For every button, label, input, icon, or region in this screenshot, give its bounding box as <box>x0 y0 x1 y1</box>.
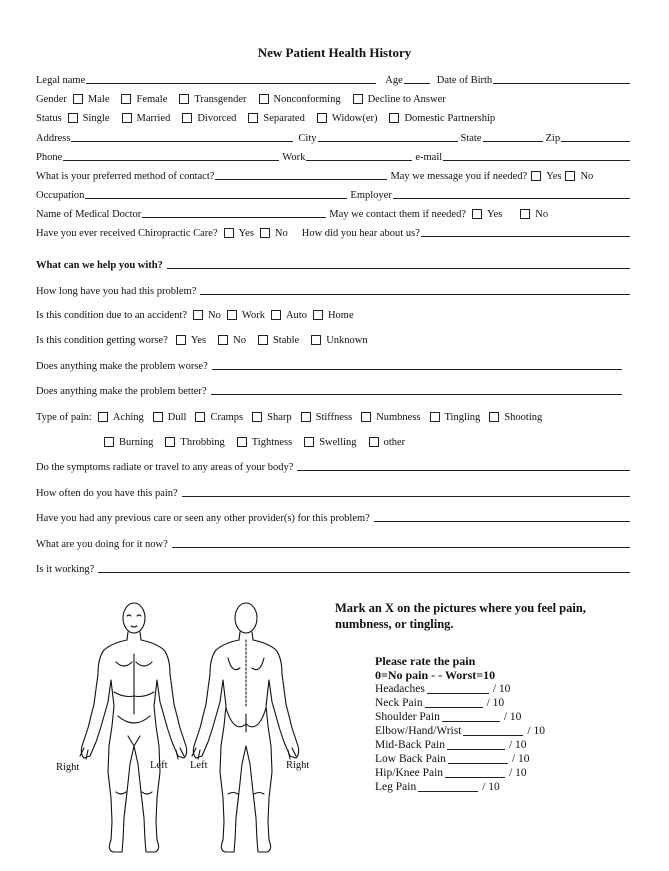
address-label: Address <box>36 133 71 144</box>
pain-tightness-checkbox[interactable] <box>237 437 247 447</box>
contact-doctor-no-checkbox[interactable] <box>520 209 530 219</box>
work-field[interactable] <box>306 150 412 161</box>
rating-item <box>375 696 545 710</box>
rating-suffix: / 10 <box>503 711 522 723</box>
accident-option: Auto <box>285 310 307 321</box>
rating-item <box>375 724 545 738</box>
rating-label: Leg Pain <box>375 781 417 793</box>
pain-option: Shooting <box>504 412 543 423</box>
email-field[interactable] <box>443 150 630 161</box>
occupation-label: Occupation <box>36 190 85 201</box>
status-option: Widow(er) <box>331 113 378 124</box>
message-yes-checkbox[interactable] <box>531 171 541 181</box>
pain-option: Throbbing <box>180 437 225 448</box>
message-question: May we message you if needed? <box>390 171 528 182</box>
no-label: No <box>535 209 549 220</box>
pain-option: Sharp <box>267 412 292 423</box>
row-help <box>36 255 632 271</box>
status-domestic-partnership-checkbox[interactable] <box>389 113 399 123</box>
rating-label: Elbow/Hand/Wrist <box>375 725 462 737</box>
work-label: Work <box>282 152 306 163</box>
status-separated-checkbox[interactable] <box>248 113 258 123</box>
row-doing-now <box>36 534 632 550</box>
body-diagram-back[interactable] <box>190 596 302 860</box>
rating-label: Shoulder Pain <box>375 711 440 723</box>
dob-field[interactable] <box>493 73 630 84</box>
rating-field-neck[interactable] <box>425 697 483 708</box>
rating-label: Neck Pain <box>375 697 423 709</box>
rating-item <box>375 766 545 780</box>
row-occupation <box>36 185 632 201</box>
hear-question: How did you hear about us? <box>301 228 420 239</box>
yes-label: Yes <box>546 171 562 182</box>
gender-transgender-checkbox[interactable] <box>179 94 189 104</box>
status-option: Separated <box>263 113 305 124</box>
front-left-label: Left <box>150 760 168 771</box>
phone-label: Phone <box>36 152 63 163</box>
worse-option: Stable <box>272 335 300 346</box>
previous-question: Have you had any previous care or seen any other provider(s) for this problem? <box>36 513 370 524</box>
worse-question: Is this condition getting worse? <box>36 335 168 346</box>
pain-other-checkbox[interactable] <box>369 437 379 447</box>
pain-option: Tingling <box>444 412 481 423</box>
doctor-label: Name of Medical Doctor <box>36 209 142 220</box>
row-accident <box>36 305 632 321</box>
row-legal-name <box>36 70 632 86</box>
contact-doctor-question: May we contact them if needed? <box>329 209 466 220</box>
working-question: Is it working? <box>36 564 95 575</box>
body-diagram-front[interactable] <box>78 596 190 860</box>
rating-field-elbow[interactable] <box>463 725 523 736</box>
city-field[interactable] <box>318 131 458 142</box>
gender-male-checkbox[interactable] <box>73 94 83 104</box>
legal-name-label: Legal name <box>36 75 86 86</box>
pain-option: Tightness <box>251 437 293 448</box>
row-radiate <box>36 457 632 473</box>
gender-nonconforming-checkbox[interactable] <box>259 94 269 104</box>
rating-suffix: / 10 <box>511 753 530 765</box>
rating-title: Please rate the pain <box>375 654 476 668</box>
pain-option: Numbness <box>376 412 421 423</box>
row-previous <box>36 508 632 524</box>
rating-suffix: / 10 <box>508 739 527 751</box>
accident-option: Home <box>327 310 354 321</box>
accident-work-checkbox[interactable] <box>227 310 237 320</box>
pain-shooting-checkbox[interactable] <box>489 412 499 422</box>
row-anything-better <box>36 381 624 397</box>
rating-heading <box>375 654 495 682</box>
rating-field-shoulder[interactable] <box>442 711 500 722</box>
doctor-field[interactable] <box>142 207 326 218</box>
row-pain-type-2 <box>104 432 624 448</box>
anything-better-field[interactable] <box>211 384 622 395</box>
row-working <box>36 559 632 575</box>
rating-suffix: / 10 <box>509 767 527 779</box>
status-divorced-checkbox[interactable] <box>182 113 192 123</box>
pain-option: other <box>383 437 406 448</box>
back-left-label: Left <box>190 760 208 771</box>
status-label: Status <box>36 113 62 124</box>
pain-stiffness-checkbox[interactable] <box>301 412 311 422</box>
rating-list <box>375 682 545 794</box>
row-phone <box>36 147 632 163</box>
worse-unknown-checkbox[interactable] <box>311 335 321 345</box>
pain-cramps-checkbox[interactable] <box>195 412 205 422</box>
rating-suffix: / 10 <box>486 697 505 709</box>
back-right-label: Right <box>286 760 310 771</box>
doing-now-field[interactable] <box>172 537 630 548</box>
rating-scale: 0=No pain - - Worst=10 <box>375 668 496 682</box>
accident-option: Work <box>241 310 265 321</box>
front-right-label: Right <box>56 762 80 773</box>
gender-option: Decline to Answer <box>367 94 446 105</box>
contact-method-label: What is your preferred method of contact? <box>36 171 215 182</box>
row-gender <box>36 89 632 105</box>
form-title: New Patient Health History <box>257 45 412 60</box>
chiro-yes-checkbox[interactable] <box>224 228 234 238</box>
rating-field-lowback[interactable] <box>448 753 508 764</box>
mark-instructions: Mark an X on the pictures where you feel pain, numbness, or tingling. <box>335 601 586 631</box>
gender-option: Male <box>87 94 110 105</box>
occupation-field[interactable] <box>85 188 347 199</box>
email-label: e-mail <box>415 152 443 163</box>
status-option: Divorced <box>197 113 237 124</box>
no-label: No <box>274 228 288 239</box>
legal-name-field[interactable] <box>86 73 376 84</box>
doing-now-question: What are you doing for it now? <box>36 539 168 550</box>
pain-option: Dull <box>167 412 187 423</box>
chiro-question: Have you ever received Chiropractic Care? <box>36 228 218 239</box>
employer-label: Employer <box>350 190 392 201</box>
status-option: Domestic Partnership <box>404 113 496 124</box>
pain-option: Swelling <box>319 437 357 448</box>
pain-option: Burning <box>119 437 154 448</box>
status-married-checkbox[interactable] <box>122 113 132 123</box>
status-single-checkbox[interactable] <box>68 113 78 123</box>
rating-field-leg[interactable] <box>418 781 478 792</box>
rating-label: Headaches <box>375 683 425 695</box>
how-often-field[interactable] <box>182 486 630 497</box>
gender-label: Gender <box>36 94 67 105</box>
rating-field-midback[interactable] <box>447 739 505 750</box>
row-contact-method <box>36 166 632 182</box>
rating-field-hipknee[interactable] <box>445 767 505 778</box>
rating-suffix: / 10 <box>492 683 511 695</box>
help-question: What can we help you with? <box>36 260 163 271</box>
anything-better-question: Does anything make the problem better? <box>36 386 207 397</box>
pain-numbness-checkbox[interactable] <box>361 412 371 422</box>
contact-doctor-yes-checkbox[interactable] <box>472 209 482 219</box>
pain-tingling-checkbox[interactable] <box>430 412 440 422</box>
worse-stable-checkbox[interactable] <box>258 335 268 345</box>
rating-item <box>375 752 545 766</box>
accident-question: Is this condition due to an accident? <box>36 310 188 321</box>
employer-field[interactable] <box>393 188 630 199</box>
accident-home-checkbox[interactable] <box>313 310 323 320</box>
address-field[interactable] <box>71 131 293 142</box>
row-doctor <box>36 204 632 220</box>
state-field[interactable] <box>483 131 543 142</box>
status-widow-checkbox[interactable] <box>317 113 327 123</box>
rating-suffix: / 10 <box>527 725 545 737</box>
row-status <box>36 108 632 124</box>
pain-type-label: Type of pain: <box>36 412 92 423</box>
dob-label: Date of Birth <box>436 75 493 86</box>
yes-label: Yes <box>238 228 254 239</box>
gender-option: Nonconforming <box>273 94 341 105</box>
row-chiro <box>36 223 632 239</box>
row-how-long <box>36 281 632 297</box>
how-long-question: How long have you had this problem? <box>36 286 197 297</box>
rating-item <box>375 682 545 696</box>
worse-option: Unknown <box>326 335 368 346</box>
zip-label: Zip <box>545 133 561 144</box>
phone-field[interactable] <box>63 150 279 161</box>
radiate-field[interactable] <box>297 460 630 471</box>
no-label: No <box>580 171 594 182</box>
hear-field[interactable] <box>421 226 630 237</box>
age-field[interactable] <box>404 73 430 84</box>
pain-aching-checkbox[interactable] <box>98 412 108 422</box>
city-label: City <box>298 133 317 144</box>
rating-label: Hip/Knee Pain <box>375 767 444 779</box>
anything-worse-field[interactable] <box>212 359 622 370</box>
row-address <box>36 128 632 144</box>
working-field[interactable] <box>98 562 630 573</box>
accident-option: No <box>208 310 221 321</box>
row-pain-type-1 <box>36 407 632 423</box>
state-label: State <box>460 133 482 144</box>
status-option: Single <box>82 113 110 124</box>
pain-option: Stiffness <box>315 412 353 423</box>
rating-field-headaches[interactable] <box>427 683 489 694</box>
message-no-checkbox[interactable] <box>565 171 575 181</box>
anything-worse-question: Does anything make the problem worse? <box>36 361 208 372</box>
pain-throbbing-checkbox[interactable] <box>165 437 175 447</box>
accident-no-checkbox[interactable] <box>193 310 203 320</box>
rating-label: Mid-Back Pain <box>375 739 445 751</box>
worse-yes-checkbox[interactable] <box>176 335 186 345</box>
pain-option: Aching <box>112 412 144 423</box>
how-often-question: How often do you have this pain? <box>36 488 178 499</box>
accident-auto-checkbox[interactable] <box>271 310 281 320</box>
help-field[interactable] <box>167 258 630 269</box>
row-worse <box>36 330 632 346</box>
worse-option: No <box>233 335 246 346</box>
rating-label: Low Back Pain <box>375 753 446 765</box>
worse-no-checkbox[interactable] <box>218 335 228 345</box>
yes-label: Yes <box>487 209 503 220</box>
age-label: Age <box>385 75 403 86</box>
row-how-often <box>36 483 632 499</box>
rating-item <box>375 780 545 794</box>
worse-option: Yes <box>190 335 207 346</box>
gender-option: Transgender <box>194 94 247 105</box>
status-option: Married <box>136 113 171 124</box>
row-anything-worse <box>36 356 624 372</box>
chiro-no-checkbox[interactable] <box>260 228 270 238</box>
gender-decline-checkbox[interactable] <box>353 94 363 104</box>
gender-option: Female <box>136 94 168 105</box>
how-long-field[interactable] <box>200 284 630 295</box>
previous-field[interactable] <box>374 511 630 522</box>
pain-swelling-checkbox[interactable] <box>304 437 314 447</box>
pain-burning-checkbox[interactable] <box>104 437 114 447</box>
pain-sharp-checkbox[interactable] <box>252 412 262 422</box>
pain-option: Cramps <box>210 412 244 423</box>
contact-method-field[interactable] <box>215 169 387 180</box>
rating-suffix: / 10 <box>482 781 500 793</box>
rating-item <box>375 710 545 724</box>
radiate-question: Do the symptoms radiate or travel to any areas of your body? <box>36 462 294 473</box>
zip-field[interactable] <box>561 131 630 142</box>
rating-item <box>375 738 545 752</box>
pain-dull-checkbox[interactable] <box>153 412 163 422</box>
gender-female-checkbox[interactable] <box>121 94 131 104</box>
